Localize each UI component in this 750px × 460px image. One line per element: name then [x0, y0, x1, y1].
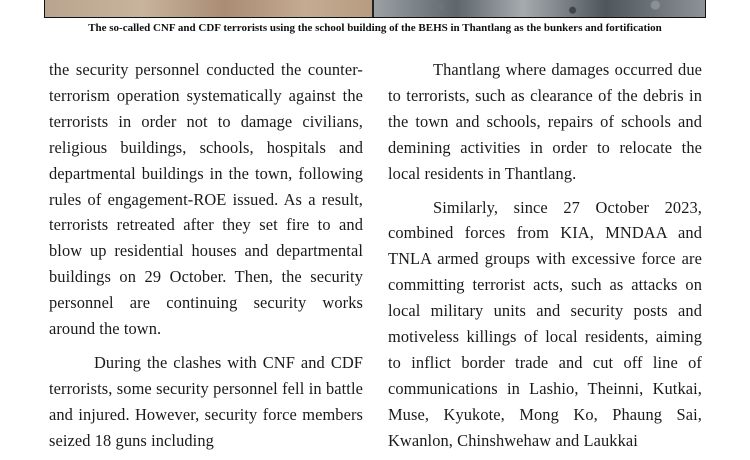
right-column: [388, 57, 702, 454]
left-column: [49, 57, 363, 454]
school-building-photo-left: [45, 0, 372, 17]
photo-strip: [44, 0, 706, 18]
left-paragraph-1: the security personnel conducted the counter-terrorism operation systematically against the terrorists in order not to damage civilians, religious buildings, schools, hospitals and departmental buildings in the town, following rules of engagement-ROE issued. As a result, terrorists retreated after they set fire to and blow up residential houses and departmental buildings on 29 October. Then, the security personnel are continuing security works around the town.: [49, 60, 363, 339]
right-paragraph-1: Thantlang where damages occurred due to terrorists, such as clearance of the debris in the town and schools, repairs of schools and demining activities in order to relocate the local residents in Thantlang.: [388, 60, 702, 183]
figure-caption: The so-called CNF and CDF terrorists using the school building of the BEHS in Thantlang as the bunkers and fortification: [88, 22, 662, 34]
left-paragraph-2: During the clashes with CNF and CDF terrorists, some security personnel fell in battle and injured. However, security force members seized 18 guns including: [49, 352, 363, 450]
school-building-photo-right: [374, 0, 705, 17]
right-paragraph-2: Similarly, since 27 October 2023, combined forces from KIA, MNDAA and TNLA armed groups with excessive force are committing terrorist acts, such as attacks on local military units and security posts and motiveless killings of local residents, aiming to inflict border trade and cut off line of communications in Lashio, Theinni, Kutkai, Muse, Kyukote, Mong Ko, Phaung Sai, Kwanlon, Chinshwehaw and Laukkai: [388, 197, 702, 450]
